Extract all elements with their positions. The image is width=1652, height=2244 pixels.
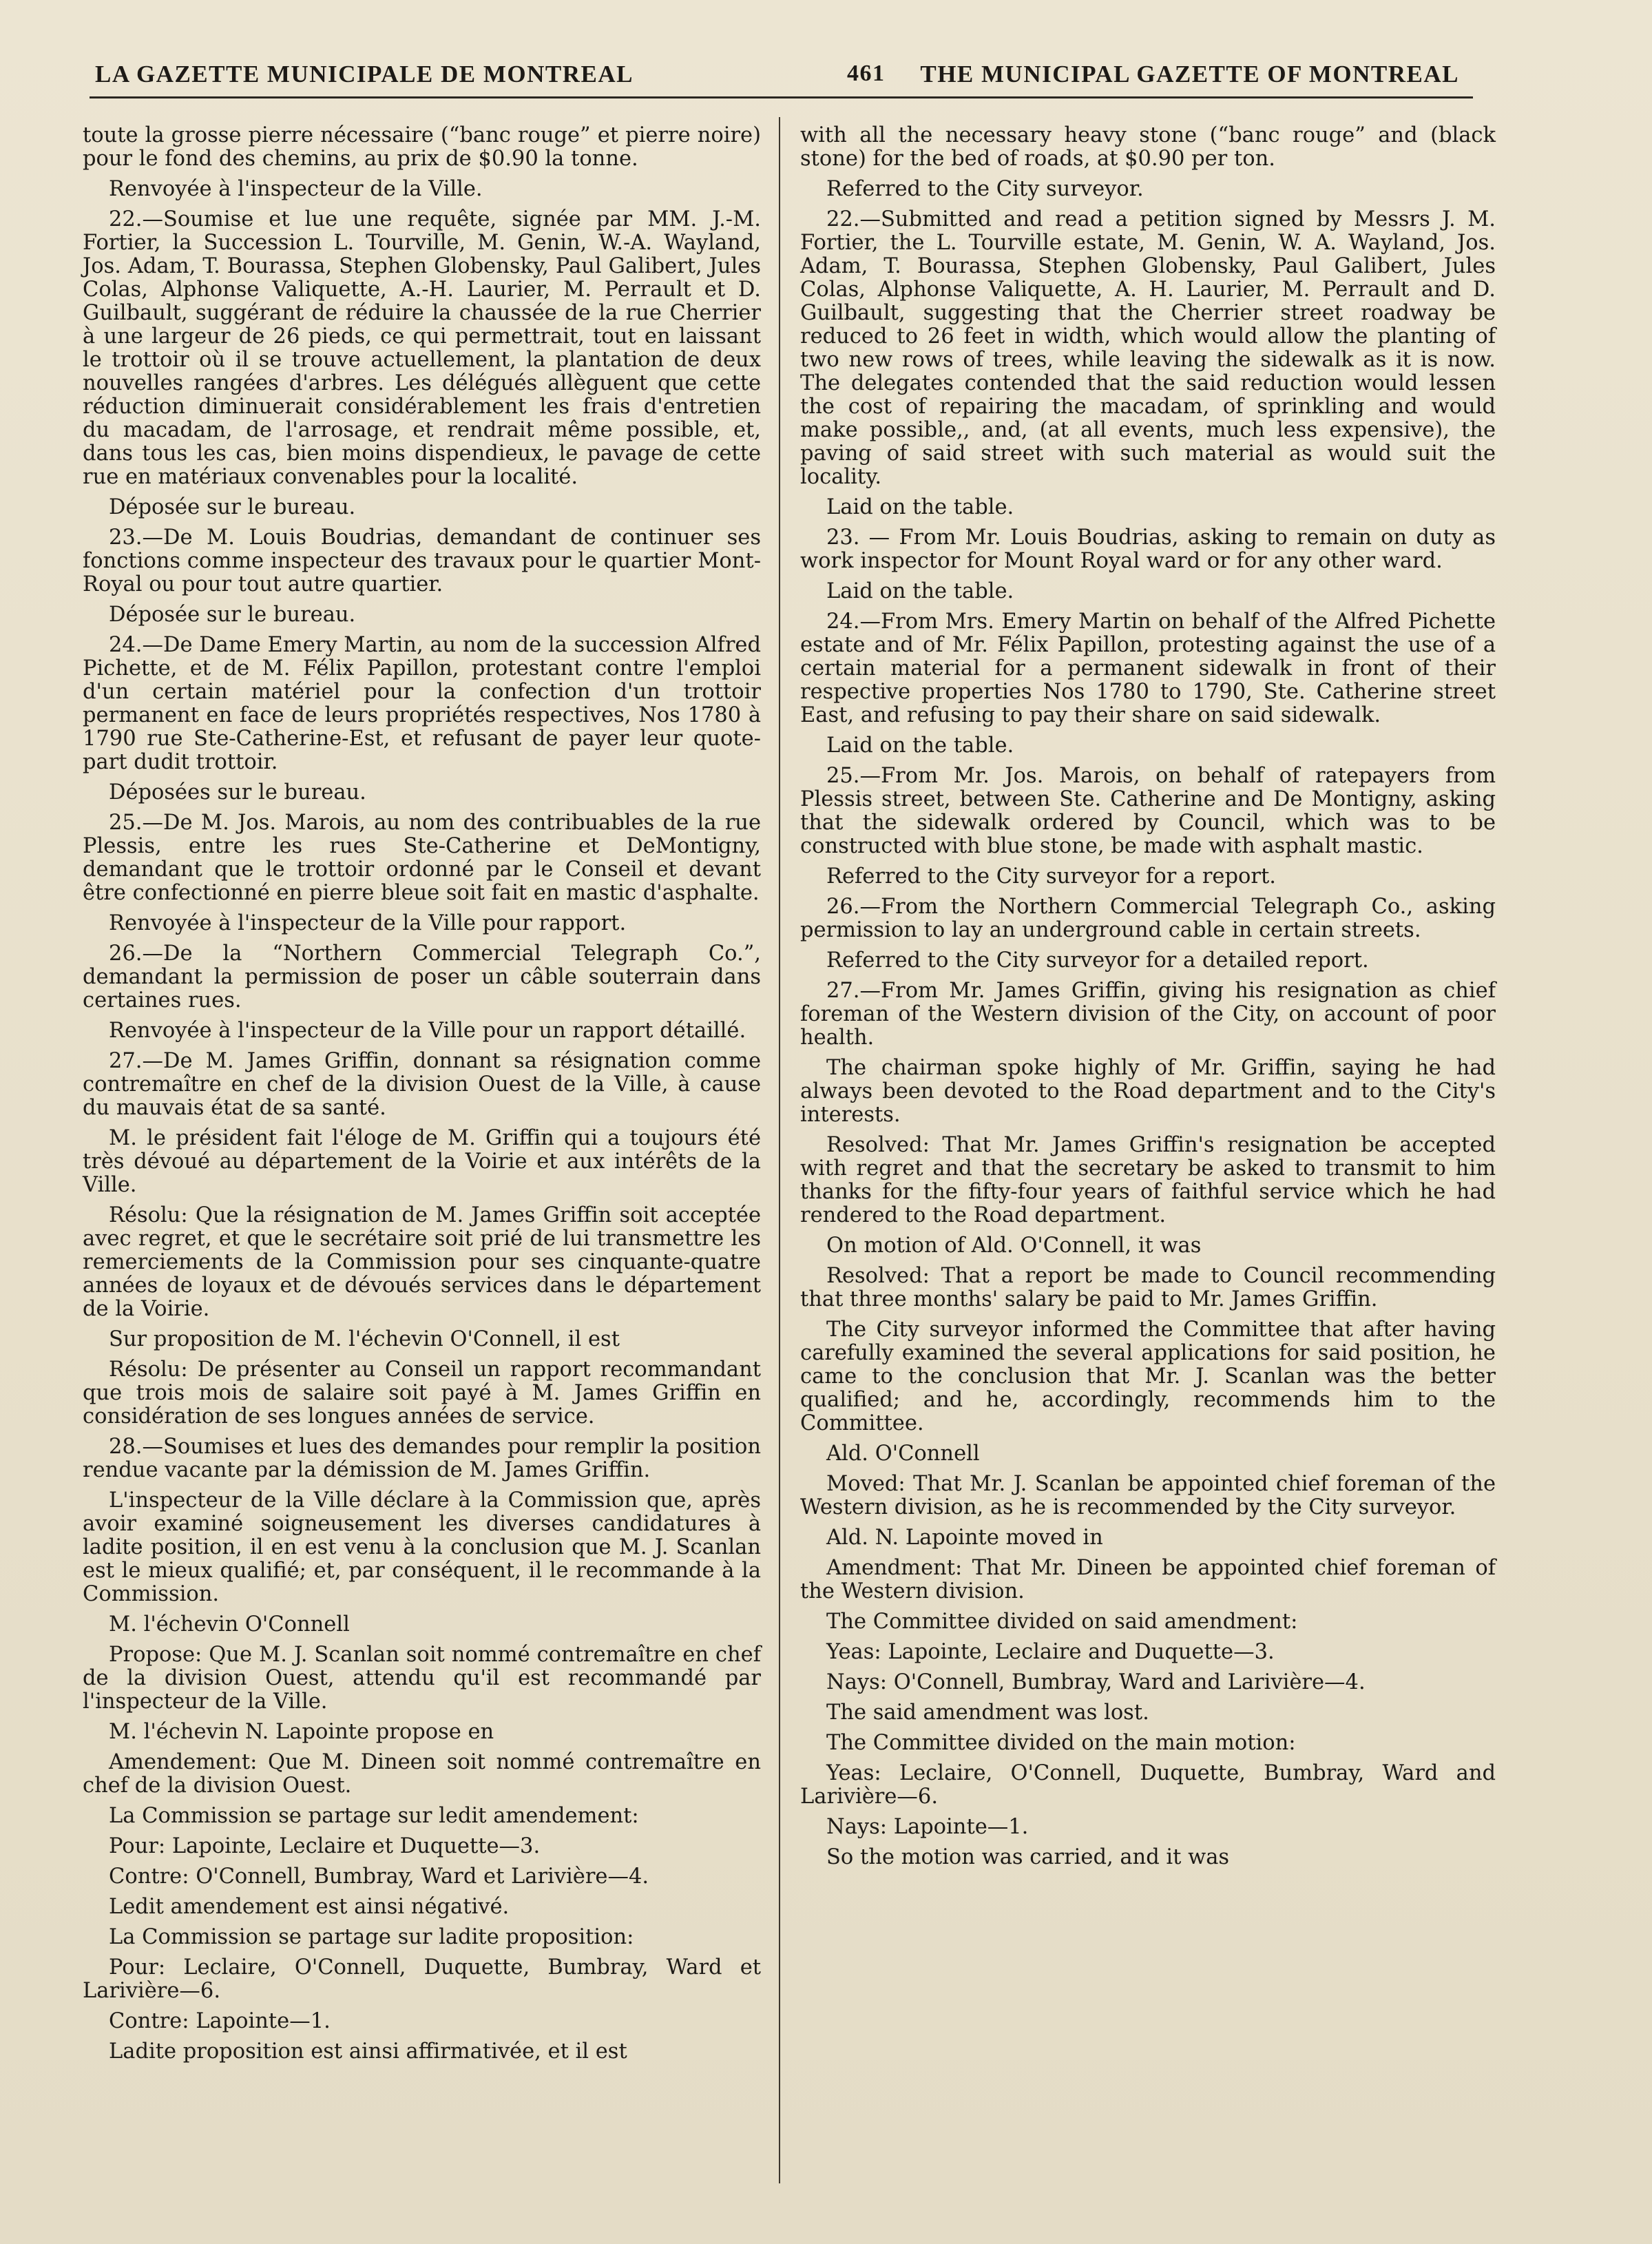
paragraph: Sur proposition de M. l'échevin O'Connell, il est bbox=[109, 1327, 620, 1351]
paragraph: Déposées sur le bureau. bbox=[109, 780, 366, 804]
paragraph: The Committee divided on said amendment: bbox=[826, 1610, 1298, 1634]
paragraph: 27.—De M. James Griffin, donnant sa résignation comme contremaître en chef de la division Ouest de la Ville, à cause du mauvais état de sa santé. bbox=[83, 1049, 761, 1120]
english-column bbox=[800, 124, 1496, 1876]
paragraph: Résolu: Que la résignation de M. James Griffin soit acceptée avec regret, et que le secrétaire soit prié de lui transmettre les remerciements de la Commission pour ses cinquante-quatre années de loyaux et de dévoués services dans le département de la Voirie. bbox=[83, 1203, 761, 1321]
header-title-french: LA GAZETTE MUNICIPALE DE MONTREAL bbox=[95, 61, 634, 87]
paragraph: 26.—From the Northern Commercial Telegraph Co., asking permission to lay an underground cable in certain streets. bbox=[800, 895, 1496, 942]
paragraph: 23.—De M. Louis Boudrias, demandant de continuer ses fonctions comme inspecteur des travaux pour le quartier Mont-Royal ou pour tout autre quartier. bbox=[83, 526, 761, 596]
paragraph: Déposée sur le bureau. bbox=[109, 603, 356, 627]
paragraph: Resolved: That Mr. James Griffin's resignation be accepted with regret and that the secretary be asked to transmit to him thanks for the fifty-four years of faithful service which he had rendered to the Road department. bbox=[800, 1133, 1496, 1227]
paragraph: 24.—De Dame Emery Martin, au nom de la succession Alfred Pichette, et de M. Félix Papillon, protestant contre l'emploi d'un certain matériel pour la confection d'un trottoir permanent en face de leurs propriétés respectives, Nos 1780 à 1790 rue Ste-Catherine-Est, et refusant de payer leur quote-part dudit trottoir. bbox=[83, 633, 761, 774]
paragraph: L'inspecteur de la Ville déclare à la Commission que, après avoir examiné soigneusement les diverses candidatures à ladite position, il en est venu à la conclusion que M. J. Scanlan est le mieux qualifié; et, par conséquent, il le recommande à la Commission. bbox=[83, 1488, 761, 1606]
paragraph: 22.—Submitted and read a petition signed by Messrs J. M. Fortier, the L. Tourville estate, M. Genin, W. A. Wayland, Jos. Adam, T. Bourassa, Stephen Globensky, Paul Galibert, Jules Colas, Alphonse Valiquette, A. H. Laurier, M. Perrault and D. Guilbault, suggesting that the Cherrier street roadway be reduced to 26 feet in width, which would allow the planting of two new rows of trees, while leaving the sidewalk as it is now. The delegates contended that the said reduction would lessen the cost of repairing the macadam, of sprinkling and would make possible,, and, (at all events, much less expensive), the paving of said street with such material as would suit the locality. bbox=[800, 207, 1496, 489]
paragraph: 25.—De M. Jos. Marois, au nom des contribuables de la rue Plessis, entre les rues Ste-Catherine et DeMontigny, demandant que le trottoir ordonné par le Conseil et devant être confectionné en pierre bleue soit fait en mastic d'asphalte. bbox=[83, 811, 761, 905]
paragraph: 25.—From Mr. Jos. Marois, on behalf of ratepayers from Plessis street, between Ste. Catherine and De Montigny, asking that the sidewalk ordered by Council, which was to be constructed with blue stone, be made with asphalt mastic. bbox=[800, 764, 1496, 858]
column-divider bbox=[779, 117, 780, 2183]
paragraph: 22.—Soumise et lue une requête, signée par MM. J.-M. Fortier, la Succession L. Tourville, M. Genin, W.-A. Wayland, Jos. Adam, T. Bourassa, Stephen Globensky, Paul Galibert, Jules Colas, Alphonse Valiquette, A.-H. Laurier, M. Perrault et D. Guilbault, suggérant de réduire la chaussée de la rue Cherrier à une largeur de 26 pieds, ce qui permettrait, tout en laissant le trottoir où il se trouve actuellement, la plantation de deux nouvelles rangées d'arbres. Les délégués allèguent que cette réduction diminuerait considérablement les frais d'entretien du macadam, de l'arrosage, et rendrait même possible, et, dans tous les cas, bien moins dispendieux, le pavage de cette rue en matériaux convenables pour la localité. bbox=[83, 207, 761, 489]
header-title-english: THE MUNICIPAL GAZETTE OF MONTREAL bbox=[920, 61, 1459, 87]
page-header bbox=[90, 48, 1473, 98]
paragraph: 23. — From Mr. Louis Boudrias, asking to remain on duty as work inspector for Mount Royal ward or for any other ward. bbox=[800, 526, 1496, 573]
french-column bbox=[83, 124, 761, 2070]
paragraph: The chairman spoke highly of Mr. Griffin, saying he had always been devoted to the Road department and to the City's interests. bbox=[800, 1056, 1496, 1127]
paragraph: Résolu: De présenter au Conseil un rapport recommandant que trois mois de salaire soit payé à M. James Griffin en considération de ses longues années de service. bbox=[83, 1358, 761, 1429]
paragraph: The Committee divided on the main motion: bbox=[826, 1731, 1296, 1755]
paragraph: La Commission se partage sur ledit amendement: bbox=[109, 1804, 639, 1828]
paragraph: Nays: O'Connell, Bumbray, Ward and Larivière—4. bbox=[826, 1670, 1366, 1694]
paragraph: Ledit amendement est ainsi négativé. bbox=[109, 1895, 510, 1919]
paragraph: M. l'échevin N. Lapointe propose en bbox=[109, 1720, 494, 1744]
paragraph: 28.—Soumises et lues des demandes pour remplir la position rendue vacante par la démission de M. James Griffin. bbox=[83, 1435, 761, 1482]
paragraph: Resolved: That a report be made to Council recommending that three months' salary be paid to Mr. James Griffin. bbox=[800, 1264, 1496, 1311]
paragraph: toute la grosse pierre nécessaire (“banc rouge” et pierre noire) pour le fond des chemins, au prix de $0.90 la tonne. bbox=[83, 123, 761, 171]
paragraph: Referred to the City surveyor for a detailed report. bbox=[826, 948, 1369, 973]
paragraph: Contre: O'Connell, Bumbray, Ward et Larivière—4. bbox=[109, 1864, 649, 1889]
paragraph: Ladite proposition est ainsi affirmativée, et il est bbox=[109, 2039, 627, 2064]
paragraph: Propose: Que M. J. Scanlan soit nommé contremaître en chef de la division Ouest, attendu qu'il est recommandé par l'inspecteur de la Ville. bbox=[83, 1643, 761, 1714]
paragraph: Pour: Lapointe, Leclaire et Duquette—3. bbox=[109, 1834, 541, 1858]
paragraph: On motion of Ald. O'Connell, it was bbox=[826, 1234, 1202, 1258]
paragraph: Ald. N. Lapointe moved in bbox=[826, 1526, 1103, 1550]
paragraph: with all the necessary heavy stone (“banc rouge” and (black stone) for the bed of roads, at $0.90 per ton. bbox=[800, 123, 1496, 171]
paragraph: Referred to the City surveyor for a report. bbox=[826, 864, 1276, 889]
paragraph: Nays: Lapointe—1. bbox=[826, 1815, 1029, 1839]
paragraph: Renvoyée à l'inspecteur de la Ville. bbox=[109, 177, 483, 201]
paragraph: Déposée sur le bureau. bbox=[109, 495, 356, 519]
paragraph: M. l'échevin O'Connell bbox=[109, 1612, 350, 1637]
paragraph: La Commission se partage sur ladite proposition: bbox=[109, 1925, 634, 1949]
paragraph: Renvoyée à l'inspecteur de la Ville pour rapport. bbox=[109, 911, 627, 935]
paragraph: The said amendment was lost. bbox=[826, 1701, 1149, 1725]
paragraph: Yeas: Lapointe, Leclaire and Duquette—3. bbox=[826, 1640, 1275, 1664]
paragraph: M. le président fait l'éloge de M. Griffin qui a toujours été très dévoué au département de la Voirie et aux intérêts de la Ville. bbox=[83, 1126, 761, 1197]
paragraph: Laid on the table. bbox=[826, 579, 1014, 603]
paragraph: Referred to the City surveyor. bbox=[826, 177, 1144, 201]
paragraph: Yeas: Leclaire, O'Connell, Duquette, Bumbray, Ward and Larivière—6. bbox=[800, 1761, 1496, 1809]
paragraph: Moved: That Mr. J. Scanlan be appointed chief foreman of the Western division, as he is recommended by the City surveyor. bbox=[800, 1472, 1496, 1519]
paragraph: Laid on the table. bbox=[826, 734, 1014, 758]
paragraph: Amendement: Que M. Dineen soit nommé contremaître en chef de la division Ouest. bbox=[83, 1750, 761, 1798]
paragraph: Amendment: That Mr. Dineen be appointed chief foreman of the Western division. bbox=[800, 1556, 1496, 1603]
paragraph: Contre: Lapointe—1. bbox=[109, 2009, 331, 2033]
paragraph: 27.—From Mr. James Griffin, giving his resignation as chief foreman of the Western division of the City, on account of poor health. bbox=[800, 979, 1496, 1050]
paragraph: 24.—From Mrs. Emery Martin on behalf of the Alfred Pichette estate and of Mr. Félix Papillon, protesting against the use of a certain material for a permanent sidewalk in front of their respective properties Nos 1780 to 1790, Ste. Catherine street East, and refusing to pay their share on said sidewalk. bbox=[800, 610, 1496, 727]
paragraph: Pour: Leclaire, O'Connell, Duquette, Bumbray, Ward et Larivière—6. bbox=[83, 1955, 761, 2003]
paragraph: So the motion was carried, and it was bbox=[826, 1845, 1230, 1869]
paragraph: The City surveyor informed the Committee that after having carefully examined the several applications for said position, he came to the conclusion that Mr. J. Scanlan was the better qualified; and he, accordingly, recommends him to the Committee. bbox=[800, 1318, 1496, 1435]
paragraph: 26.—De la “Northern Commercial Telegraph Co.”, demandant la permission de poser un câble souterrain dans certaines rues. bbox=[83, 942, 761, 1012]
paragraph: Renvoyée à l'inspecteur de la Ville pour un rapport détaillé. bbox=[109, 1019, 746, 1043]
paragraph: Ald. O'Connell bbox=[826, 1442, 980, 1466]
page-number: 461 bbox=[847, 61, 886, 86]
paragraph: Laid on the table. bbox=[826, 495, 1014, 519]
